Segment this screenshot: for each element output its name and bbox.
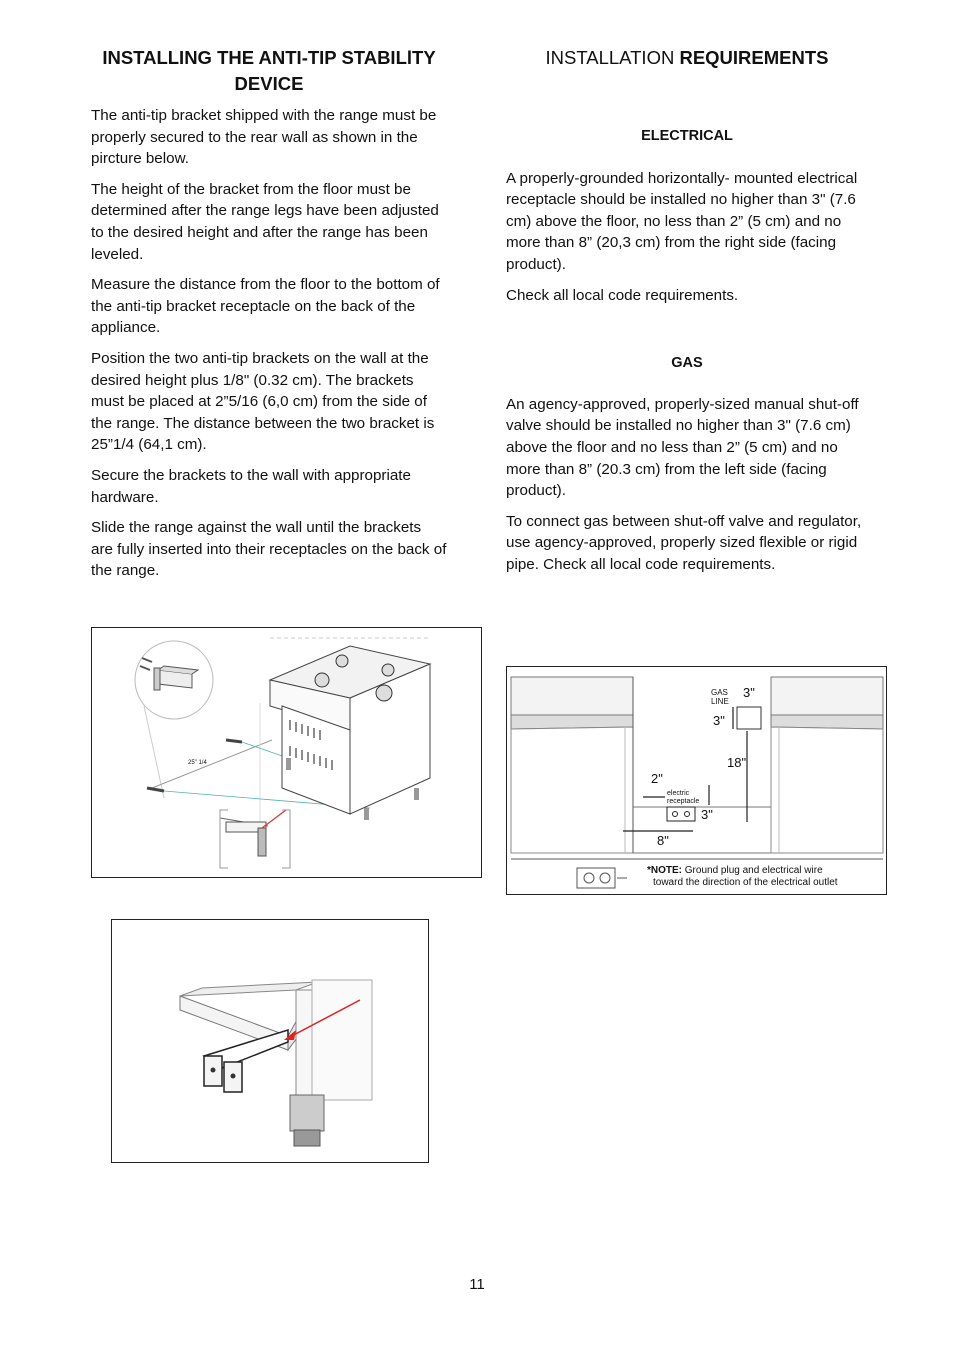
gas-label-1: GAS	[711, 688, 728, 697]
gas-label-2: LINE	[711, 697, 729, 706]
paragraph: The anti-tip bracket shipped with the range must be properly secured to the rear wall as shown in the pircture below.	[91, 107, 437, 168]
dim-2: 2"	[651, 771, 663, 786]
left-column	[91, 45, 447, 591]
title-normal-part: INSTALLATION	[545, 47, 680, 68]
dim-3-receptacle: 3"	[701, 807, 713, 822]
figure-bracket-overview	[91, 627, 482, 878]
bracket-overview-drawing	[92, 628, 481, 877]
note-line-2: toward the direction of the electrical outlet	[653, 877, 838, 888]
note-bold: *NOTE:	[647, 865, 682, 876]
electric-label-2: receptacle	[667, 798, 700, 805]
paragraph: To connect gas between shut-off valve and regulator, use agency-approved, properly sized flexible or rigid pipe. Check all local code requirements.	[506, 512, 862, 573]
paragraph: Measure the distance from the floor to the bottom of the anti-tip bracket receptacle on the back of the appliance.	[91, 276, 440, 337]
paragraph: Secure the brackets to the wall with appropriate hardware.	[91, 466, 411, 506]
paragraph: Check all local code requirements.	[506, 286, 739, 304]
page-number: 11	[469, 1276, 485, 1293]
note-text-1: Ground plug and electrical wire	[682, 865, 823, 876]
title-bold-part: REQUIREMENTS	[679, 47, 829, 68]
electrical-heading: ELECTRICAL	[641, 128, 733, 144]
clearance-drawing	[507, 667, 886, 894]
bracket-detail-drawing	[112, 920, 428, 1162]
note-line-1	[647, 865, 823, 876]
figure-clearance-diagram	[506, 666, 887, 895]
section-title-installation-requirements	[506, 45, 868, 71]
paragraph: Slide the range against the wall until the brackets are fully inserted into their receptacles on the back of the range.	[91, 519, 447, 580]
dim-8: 8"	[657, 833, 669, 848]
section-title-anti-tip: INSTALLING THE ANTI-TIP STABILlTY DEVICE	[102, 47, 436, 94]
electric-label-1: electric	[667, 790, 690, 797]
paragraph: Position the two anti-tip brackets on the wall at the desired height plus 1/8" (0.32 cm). The brackets must be placed at 2”5/16 (6,0 cm) from the side of the range. The distance between the two bracket is 25”1/4 (64,1 cm).	[91, 349, 435, 454]
paragraph: The height of the bracket from the floor must be determined after the range legs have been adjusted to the desired height and after the range has been leveled.	[91, 180, 439, 263]
paragraph: A properly-grounded horizontally- mounted electrical receptacle should be installed no higher than 3" (7.6 cm) above the floor, no less than 2” (5 cm) and no more than 8” (20,3 cm) from the right side (facing product).	[506, 169, 858, 273]
paragraph: An agency-approved, properly-sized manual shut-off valve should be installed no higher than 3" (7.6 cm) above the floor and no less than 2” (5 cm) and no more than 8” (20.3 cm) from the left side (facing product).	[506, 395, 859, 500]
dim-3-side: 3"	[713, 713, 725, 728]
dim-3-top: 3"	[743, 685, 755, 700]
figure-bracket-detail	[111, 919, 429, 1163]
right-column	[506, 45, 868, 585]
bracket-distance-label: 25" 1/4	[188, 760, 207, 766]
dim-18: 18"	[727, 755, 747, 770]
gas-heading: GAS	[671, 355, 703, 372]
